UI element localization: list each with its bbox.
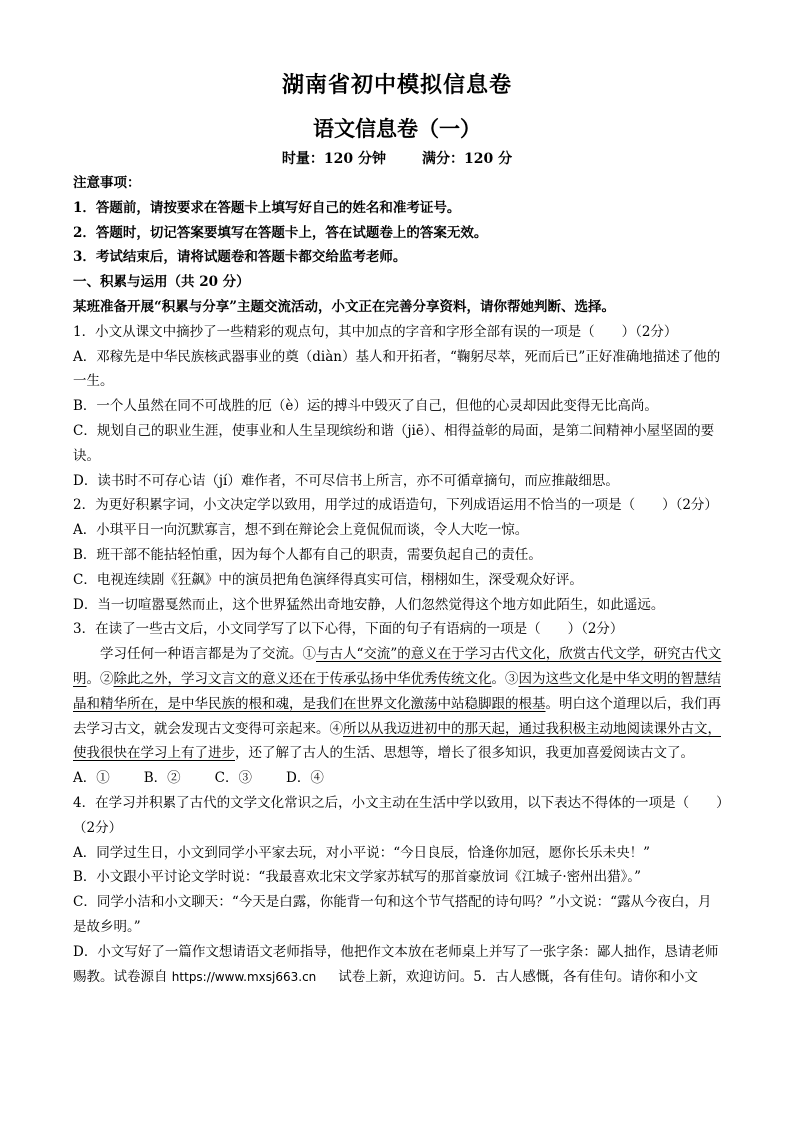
question-option: C．规划自己的职业生涯，使事业和人生呈现缤纷和谐（jiē）、相得益彰的局面，是第二间精神小屋坚固的要诀。 [73,422,715,464]
question-stem: 3．在读了一些古文后，小文同学写了以下心得，下面的句子有语病的一项是（ ）（2分） [73,621,624,638]
question-option: C．同学小洁和小文聊天：“今天是白露，你能背一句和这个节气搭配的诗句吗？”小文说：“露从今夜白，月是故乡明。” [73,894,712,935]
question-stem: 4．在学习并积累了古代的文学文化常识之后，小文主动在生活中学以致用，以下表达不得体的一项是（ ）（2分） [73,794,723,836]
source-link[interactable]: https://www.mxsj663.cn [171,969,317,984]
choice-b: B．② [143,770,181,787]
passage-text: 。③ [491,670,519,687]
question-option: A．小琪平日一向沉默寡言，想不到在辩论会上竟侃侃而谈，令人大吃一惊。 [73,522,529,539]
exam-score: 满分：120 分 [422,151,513,167]
passage-text: 。明白这个道理以后，我们再去学习古文，就会发现古文变得可亲起来。④ [73,695,721,737]
notice-item: 2．答题时，切记答案要填写在答题卡上，答在试题卷上的答案无效。 [73,224,488,241]
passage-text: ，还了解了古人的生活、思想等，增长了很多知识，我更加喜爱阅读古文了。 [235,745,694,762]
underlined-sentence-3: 因为这些文化是中华文明的智慧结晶和精华所在，是中华民族的根和魂，是我们在世界文化激荡中站稳脚跟的根基 [73,670,721,712]
question-option: C．电视连续剧《狂飙》中的演员把角色演绎得真实可信，栩栩如生，深受观众好评。 [73,571,583,588]
question-option: A．邓稼先是中华民族核武器事业的奠（diàn）基人和开拓者，“鞠躬尽萃，死而后已”正好准确地描述了他的一生。 [73,348,721,390]
section-heading: 一、积累与运用（共 20 分） [73,274,250,291]
exam-subtitle: 语文信息卷（一） [313,116,481,141]
notice-item: 1．答题前，请按要求在答题卡上填写好自己的姓名和准考证号。 [73,199,461,216]
exam-meta [0,148,794,168]
exam-title: 湖南省初中模拟信息卷 [281,72,512,98]
question-choices [73,766,723,791]
question-option: D．读书时不可存心诘（jí）难作者，不可尽信书上所言，亦不可循章摘句，而应推敲细思。 [73,472,619,489]
source-label: 试卷源自 [113,968,168,985]
section-intro: 某班准备开展“积累与分享”主题交流活动，小文正在完善分享资料，请你帮她判断、选择。 [73,298,616,315]
question-option [73,940,723,990]
passage-text: 学习任何一种语言都是为了交流。① [100,646,316,663]
choice-a: A．① [73,770,110,787]
notice-item: 3．考试结束后，请将试题卷和答题卡都交给监考老师。 [73,249,407,266]
question-stem: 5．古人感慨，各有佳句。请你和小文 [473,968,698,985]
question-option: B．一个人虽然在同不可战胜的厄（è）运的搏斗中毁灭了自己，但他的心灵却因此变得无比高尚。 [73,398,658,415]
question-stem: 1．小文从课文中摘抄了一些精彩的观点句，其中加点的字音和字形全部有误的一项是（ ）（2分） [73,323,678,340]
exam-time: 时量：120 分钟 [281,151,386,167]
underlined-sentence-2: 除此之外，学习文言文的意义还在于传承弘扬中华优秀传统文化 [113,670,492,687]
option-text: D．小文写好了一篇作文想请语文老师指导，他把作文本放在老师桌上并写了一张字条：鄙人拙作，恳请老师赐教。 [73,943,719,985]
underlined-sentence-4: 所以从我迈进初中的那天起，通过我积极主动地阅读课外古文，使我很快在学习上有了进步 [73,720,721,762]
choice-c: C．③ [214,770,253,787]
source-note: 试卷上新，欢迎访问。 [338,968,474,985]
question-option: A．同学过生日，小文到同学小平家去玩，对小平说：“今日良辰，恰逢你加冠，愿你长乐未央！” [73,844,651,861]
notice-heading: 注意事项： [73,175,141,191]
question-option: D．当一切喧嚣戛然而止，这个世界猛然出奇地安静，人们忽然觉得这个地方如此陌生，如此遥远。 [73,596,665,613]
underlined-sentence-1: 与古人“交流”的意义在于学习古代文化，欣赏古代文学，研究古代文明 [73,646,722,687]
choice-d: D．④ [286,770,324,787]
passage-text: 。② [86,670,114,687]
reading-passage [73,642,723,766]
question-option: B．小文跟小平讨论文学时说：“我最喜欢北宋文学家苏轼写的那首豪放词《江城子·密州出猎》。” [73,869,642,886]
question-stem: 2．为更好积累字词，小文决定学以致用，用学过的成语造句，下列成语运用不恰当的一项是（ ）（2分） [73,497,718,514]
question-option: B．班干部不能拈轻怕重，因为每个人都有自己的职责，需要负起自己的责任。 [73,546,542,563]
exam-content [73,171,723,989]
